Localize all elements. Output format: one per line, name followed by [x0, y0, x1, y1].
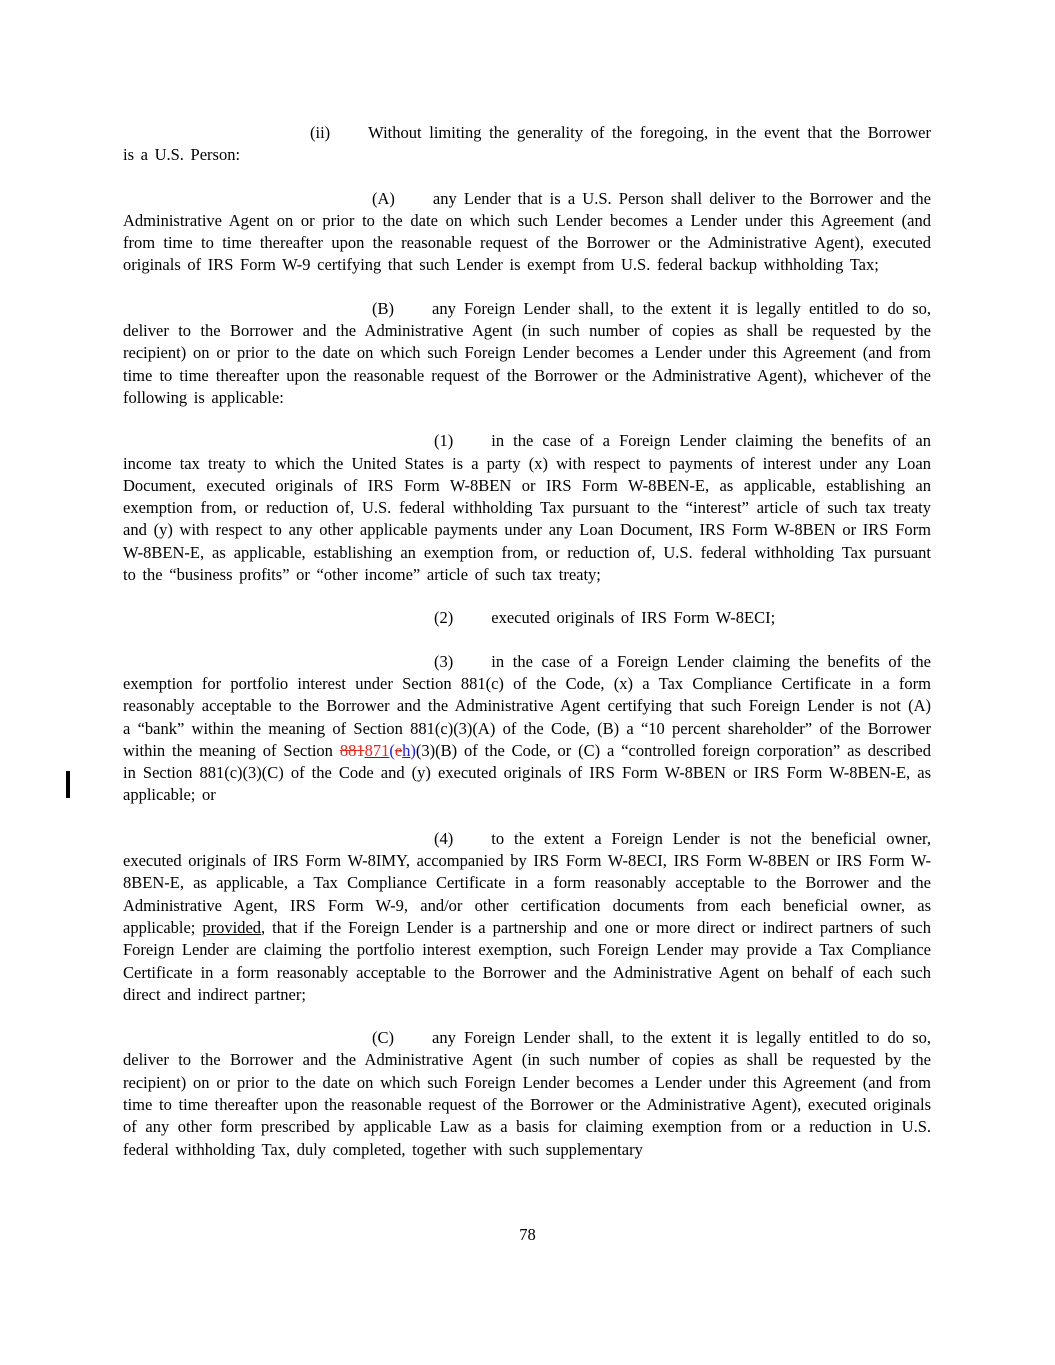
redline-del-text: e: [394, 740, 403, 760]
paragraph-label: (4): [434, 828, 454, 848]
paragraph-label: (B): [372, 298, 394, 318]
paragraph-label: (C): [372, 1028, 394, 1048]
body-text: to the extent a Foreign Lender is not the beneficial owner, executed originals of IRS Form W-8IMY, accompanied by IRS Form W-8ECI, IRS Form W-8BEN or IRS Form W-8BEN-E, as applicable, a Tax Compliance Certificate in a form reasonably acceptable to the Borrower and the Administrative Agent, IRS Form W-9, and/or other certification documents from each beneficial owner, as applicable;: [123, 828, 931, 937]
paragraph-B: [123, 298, 931, 409]
body-text: , that if the Foreign Lender is a partnership and one or more direct or indirect partners of such Foreign Lender are claiming the portfolio interest exemption, such Foreign Lender may provide a Tax Compliance Certificate in a form reasonably acceptable to the Borrower and the Administrative Agent on behalf of each such direct and indirect partner;: [123, 917, 931, 1004]
paragraph-label: (ii): [310, 123, 331, 142]
paragraph-4: [123, 828, 931, 1006]
redline-u-text: provided: [202, 917, 262, 937]
body-text: any Foreign Lender shall, to the extent it is legally entitled to do so, deliver to the Borrower and the Administrative Agent (in such number of copies as shall be requested by the recipient) on or prior to the date on which such Foreign Lender becomes a Lender under this Agreement (and from time to time thereafter upon the reasonable request of the Borrower or the Administrative Agent), executed originals of any other form prescribed by applicable Law as a basis for claiming exemption from or a reduction in U.S. federal withholding Tax, duly completed, together with such supplementary: [123, 1028, 931, 1159]
body-text: any Foreign Lender shall, to the extent it is legally entitled to do so, deliver to the Borrower and the Administrative Agent (in such number of copies as shall be requested by the recipient) on or prior to the date on which such Foreign Lender becomes a Lender under this Agreement (and from time to time thereafter upon the reasonable request of the Borrower or the Administrative Agent), whichever of the following is applicable:: [123, 298, 931, 407]
revision-change-bar: [66, 771, 70, 798]
paragraph-C: [123, 1027, 931, 1161]
redline-ins-text: 871: [364, 740, 390, 760]
paragraph-label: (2): [434, 608, 454, 628]
body-text: executed originals of IRS Form W-8ECI;: [491, 608, 776, 628]
paragraph-label: (A): [372, 188, 395, 208]
body-text: Without limiting the generality of the foregoing, in the event that the Borrower is a U.S. Person:: [123, 123, 931, 165]
paragraph-1: [123, 430, 931, 586]
page-number: 78: [519, 1225, 536, 1244]
redline-del-text: 881: [339, 740, 365, 760]
body-text: any Lender that is a U.S. Person shall deliver to the Borrower and the Administrative Agent on or prior to the date on which such Lender becomes a Lender under this Agreement (and from time to time thereafter upon the reasonable request of the Borrower or the Administrative Agent), executed originals of IRS Form W-9 certifying that such Lender is exempt from U.S. federal backup withholding Tax;: [123, 188, 931, 275]
paragraph-3: [123, 651, 931, 807]
paragraph-label: (3): [434, 651, 454, 671]
paragraph-A: [123, 188, 931, 277]
redline-b-text: (: [389, 740, 395, 760]
paragraph-ii: [123, 122, 931, 167]
document-body: [123, 122, 931, 1161]
body-text: in the case of a Foreign Lender claiming the benefits of the exemption for portfolio interest under Section 881(c) of the Code, (x) a Tax Compliance Certificate in a form reasonably acceptable to the Borrower and the Administrative Agent certifying that such Foreign Lender is not (A) a “bank” within the meaning of Section 881(c)(3)(A) of the Code, (B) a “10 percent shareholder” of the Borrower within the meaning of Section: [123, 651, 931, 760]
paragraph-label: (1): [434, 431, 454, 451]
redline-insb-text: h: [402, 740, 411, 760]
body-text: (3)(B) of the Code, or (C) a “controlled foreign corporation” as described in Section 881(c)(3)(C) of the Code and (y) executed originals of IRS Form W-8BEN or IRS Form W-8BEN-E, as applicable; or: [123, 740, 931, 805]
paragraph-2: [123, 607, 931, 629]
body-text: in the case of a Foreign Lender claiming the benefits of an income tax treaty to which the United States is a party (x) with respect to payments of interest under any Loan Document, executed originals of IRS Form W-8BEN or IRS Form W-8BEN-E, as applicable, establishing an exemption from, or reduction of, U.S. federal withholding Tax pursuant to the “interest” article of such tax treaty and (y) with respect to any other applicable payments under any Loan Document, IRS Form W-8BEN or IRS Form W-8BEN-E, as applicable, establishing an exemption from, or reduction of, U.S. federal withholding Tax pursuant to the “business profits” or “other income” article of such tax treaty;: [123, 431, 931, 585]
redline-b-text: ): [410, 740, 416, 760]
